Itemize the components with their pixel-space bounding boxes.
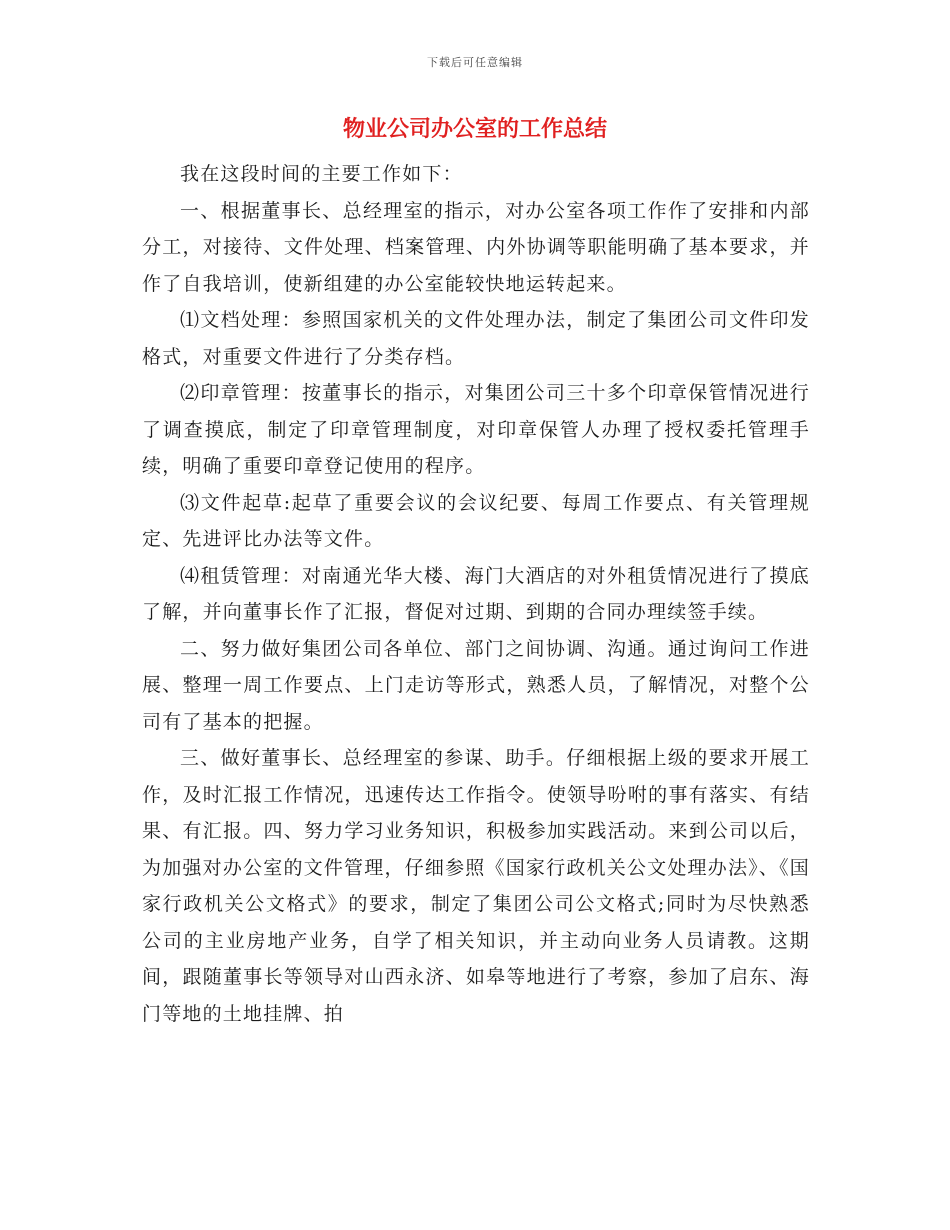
paragraph-item-3: ⑶文件起草:起草了重要会议的会议纪要、每周工作要点、有关管理规定、先进评比办法等文件。 — [142, 491, 810, 550]
paragraph-section-1: 一、根据董事长、总经理室的指示，对办公室各项工作作了安排和内部分工，对接待、文件处理、档案管理、内外协调等职能明确了基本要求，并作了自我培训，使新组建的办公室能较快地运转起来。 — [142, 199, 810, 295]
paragraph-section-2: 二、努力做好集团公司各单位、部门之间协调、沟通。通过询问工作进展、整理一周工作要点、上门走访等形式，熟悉人员，了解情况，对整个公司有了基本的把握。 — [142, 637, 810, 733]
document-body — [142, 156, 810, 1032]
document-title: 物业公司办公室的工作总结 — [342, 117, 607, 142]
paragraph-item-2: ⑵印章管理：按董事长的指示，对集团公司三十多个印章保管情况进行了调查摸底，制定了印章管理制度，对印章保管人办理了授权委托管理手续，明确了重要印章登记使用的程序。 — [142, 382, 810, 477]
paragraph-item-1: ⑴文档处理：参照国家机关的文件处理办法，制定了集团公司文件印发格式，对重要文件进行了分类存档。 — [142, 309, 810, 368]
header-note: 下载后可任意编辑 — [427, 56, 523, 69]
paragraph-intro: 我在这段时间的主要工作如下： — [180, 163, 463, 185]
paragraph-item-4: ⑷租赁管理：对南通光华大楼、海门大酒店的对外租赁情况进行了摸底了解，并向董事长作了汇报，督促对过期、到期的合同办理续签手续。 — [142, 564, 810, 623]
paragraph-section-3: 三、做好董事长、总经理室的参谋、助手。仔细根据上级的要求开展工作，及时汇报工作情况，迅速传达工作指令。使领导吩咐的事有落实、有结果、有汇报。四、努力学习业务知识，积极参加实践活动。来到公司以后，为加强对办公室的文件管理，仔细参照《国家行政机关公文处理办法》、《国家行政机关公文格式》的要求，制定了集团公司公文格式;同时为尽快熟悉公司的主业房地产业务，自学了相关知识，并主动向业务人员请教。这期间，跟随董事长等领导对山西永济、如皋等地进行了考察，参加了启东、海门等地的土地挂牌、拍 — [142, 747, 810, 1025]
